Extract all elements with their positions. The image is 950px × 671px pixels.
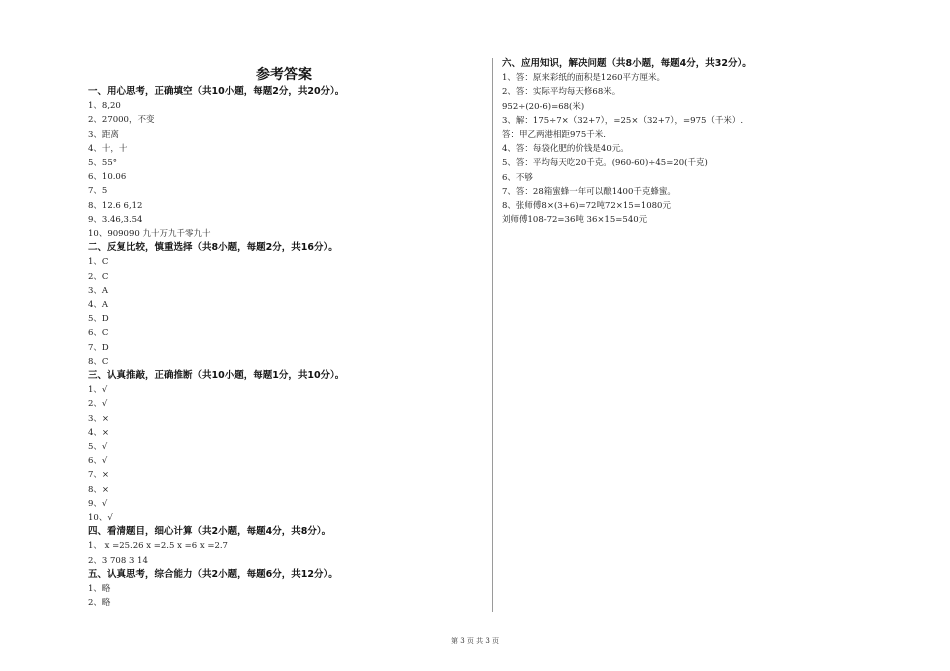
answer-line: 4、A xyxy=(88,300,109,310)
answer-line: 6、10.06 xyxy=(88,172,127,183)
answer-line: 1、答：原来彩纸的面积是1260平方厘米。 xyxy=(502,73,666,84)
answer-line: 1、 x =25.26 x =2.5 x =6 x =2.7 xyxy=(88,541,228,552)
page-footer: 第 3 页 共 3 页 xyxy=(450,637,500,645)
answer-line: 4、答：每袋化肥的价钱是40元。 xyxy=(502,144,629,155)
section-heading: 四、看清题目，细心计算（共2小题，每题4分，共8分）。 xyxy=(88,526,332,538)
answer-line: 9、√ xyxy=(88,498,108,509)
answer-line: 2、略 xyxy=(88,598,111,609)
answer-line: 10、√ xyxy=(88,513,113,523)
answer-line: 1、C xyxy=(88,257,109,268)
answer-line: 952÷(20-6)=68(米) xyxy=(502,101,585,112)
column-divider xyxy=(492,58,493,612)
answer-line: 5、√ xyxy=(88,442,108,452)
answer-line: 2、3 708 3 14 xyxy=(88,555,148,566)
answer-line: 3、A xyxy=(88,285,109,296)
section-heading: 一、用心思考，正确填空（共10小题，每题2分，共20分）。 xyxy=(88,86,345,97)
answer-line: 6、不够 xyxy=(502,172,533,183)
answer-line: 2、√ xyxy=(88,399,108,410)
section-heading: 三、认真推敲，正确推断（共10小题，每题1分，共10分）。 xyxy=(88,370,345,381)
answer-line: 3、距离 xyxy=(88,129,119,140)
answer-line: 8、12.6 6,12 xyxy=(88,200,143,211)
answer-line: 10、909090 九十万九千零九十 xyxy=(88,229,211,239)
answer-line: 3、解：175÷7×（32+7），=25×（32+7），=975（千米）. xyxy=(502,115,744,126)
answer-line: 1、√ xyxy=(88,385,108,396)
section-heading: 五、认真思考，综合能力（共2小题，每题6分，共12分）。 xyxy=(88,568,338,580)
answer-line: 5、D xyxy=(88,314,109,325)
answer-line: 刘师傅108-72=36吨 36×15=540元 xyxy=(502,215,648,226)
answer-line: 8、× xyxy=(88,484,110,495)
answer-line: 9、3.46,3.54 xyxy=(88,214,143,225)
section-heading: 二、反复比较，慎重选择（共8小题，每题2分，共16分）。 xyxy=(88,242,338,254)
answer-line: 1、8,20 xyxy=(88,101,121,112)
section-heading: 六、应用知识，解决问题（共8小题，每题4分，共32分）。 xyxy=(502,58,752,69)
answer-line: 5、55° xyxy=(88,158,117,168)
answer-line: 8、C xyxy=(88,356,109,367)
answer-line: 7、答：28箱蜜蜂一年可以酿1400千克蜂蜜。 xyxy=(502,186,676,197)
answer-line: 6、C xyxy=(88,328,109,339)
answer-line: 4、× xyxy=(88,427,110,438)
answer-line: 2、27000，不变 xyxy=(88,115,155,126)
answer-line: 答：甲乙两港相距975千米. xyxy=(502,130,606,140)
answer-line: 4、十，十 xyxy=(88,143,128,154)
answer-line: 7、5 xyxy=(88,186,108,197)
answer-line: 5、答：平均每天吃20千克。(960-60)÷45=20(千克) xyxy=(502,158,708,169)
answer-line: 2、答：实际平均每天修68米。 xyxy=(502,87,621,98)
answer-line: 7、× xyxy=(88,470,110,481)
answer-line: 7、D xyxy=(88,342,109,353)
answer-line: 3、× xyxy=(88,413,110,424)
page-title: 参考答案 xyxy=(256,67,312,83)
answer-line: 1、略 xyxy=(88,584,111,594)
answer-line: 8、张师傅8×(3+6)=72吨72×15=1080元 xyxy=(502,201,671,211)
answer-line: 2、C xyxy=(88,271,109,282)
answer-line: 6、√ xyxy=(88,456,108,467)
